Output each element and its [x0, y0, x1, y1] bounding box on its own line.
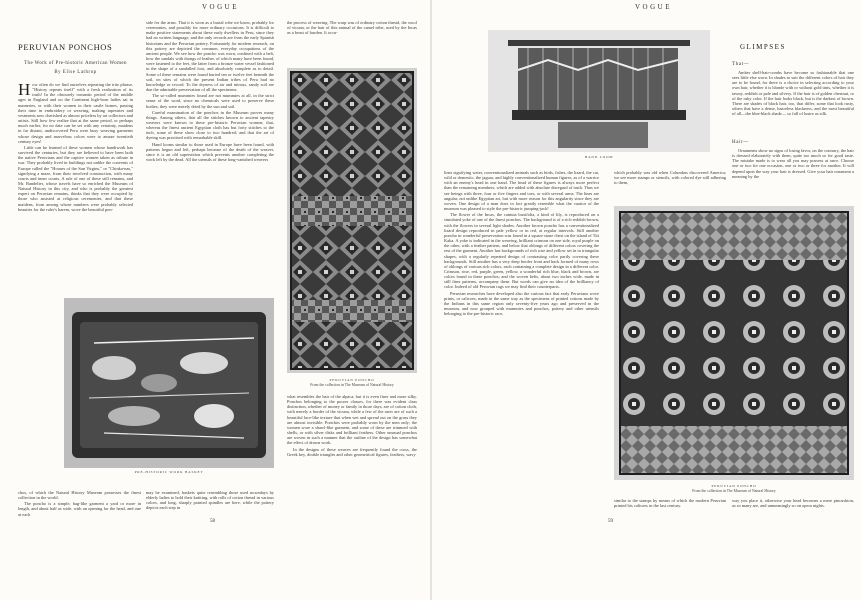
caption-credit: From the collection in The Museum of Natural History: [692, 489, 776, 493]
article-column-3-bottom: [287, 394, 417, 532]
article-paragraph: lines signifying water, conventionalized animals such as birds, fishes, the lizard, the cat, wild or domestic, the jaguar, and highly conventionalized human figures, as of a warrior with an enemy's head in one hand. The head of these figures is always more perfect than the remaining members, which are added with absolute disregard of truth. Thus we see beings with three, four or five fingers and toes, or with several arms. The lines are angular, not unlike Egyptian art, but with more reason for this angularity since they are woven. One design of a man does in fact greatly resemble what the curator of the museum was pleased to style the pre-historic jumping-jack!: [444, 170, 599, 212]
poncho-caption: [287, 378, 417, 388]
poncho-photo-2-image: [614, 206, 854, 480]
basket-photo: [64, 298, 274, 468]
poncho-photo: [287, 68, 417, 373]
article-column-2: [146, 20, 274, 310]
glimpses-hair-text: [732, 148, 854, 200]
article-paragraph: Hand looms similar to those used in Europe have been found, with patterns begun and left, perhaps because of the death of the weaver, since it is an old superstition which prevents another completing the work left by the dead. All the utensils of these long-vanished weavers: [146, 141, 274, 163]
article-title: PERUVIAN PONCHOS: [18, 42, 113, 52]
poncho-photo-image: [287, 68, 417, 373]
page-number: 58: [210, 519, 215, 524]
glimpses-title: GLIMPSES: [740, 43, 786, 51]
article-paragraph: which probably was old when Columbus discovered America; we see more stamps or stencils, with colored dye still adhering to them,: [614, 170, 726, 186]
article-column-right-2-bottom: [614, 498, 726, 532]
article-paragraph: the process of weaving. The warp was of ordinary cotton thread, the woof of vicuna, or the hair of this animal of the camel tribe, used by the Incas as a beast of burden. It occu-: [287, 20, 417, 36]
article-paragraph: The poncho is a simple, bag-like garment a yard or more in length, and about half as wide, with an opening for the head, and one at each: [18, 501, 141, 517]
running-header: VOGUE: [202, 3, 239, 11]
hair-heading: Hair—: [732, 140, 749, 145]
article-paragraph: In the designs of these weaves are frequently found the cross, the Greek key, double triangles and other geometrical figures, feathers, wavy: [287, 446, 417, 457]
article-column-3-top: [287, 20, 417, 56]
article-paragraph: Peruvian researches have developed also the curious fact that early Peruvians wove prints, or calicoes, made in the same way as the specimens of printed cottons made by the Indians in this same region only seventy-five years ago and preserved in the museum, and now grouped with mummies and ponchos, pottery and other utensils belonging to the pre-historic race,: [444, 290, 599, 317]
drop-cap: H: [18, 82, 31, 99]
right-page: [432, 0, 862, 600]
loom-caption: [488, 155, 710, 160]
article-column-1: [18, 82, 133, 306]
article-paragraph: Careful examination of the ponchos in the Museum proves many things. Among others, that all the stitches known to ancient tapestry weavers were known to these pre-historic Peruvian women; that, whereas the finest ancient Egyptian cloth has but forty stitches to the inch, some of these show close to two hundred; and that the art of dyeing was practised with remarkable skill.: [146, 109, 274, 141]
article-byline: By Elise Lathrop: [54, 70, 97, 75]
that-heading: That—: [732, 62, 750, 67]
article-paragraph: Ornaments show no signs of losing favor, on the contrary, the hair is dressed elaborately with them, quite too much so for good taste. The mistake made is to wear all you may possess at once. Choose one or two for one occasion, one or two or three for another. It will depend upon the way your hair is dressed. Give your hair ornament a meaning by the: [732, 148, 854, 179]
glimpses-that-text: [732, 70, 854, 132]
article-column-right-1: [444, 170, 599, 532]
article-paragraph: ow often do we find ourselves repeating the trite phrase, "History repeats itself" with a fresh realization of its truth! In the obscurely romantic period of the middle ages in England and on the Continent high-born ladies sat in nunneries, or with their women in their castle homes, passing their time in embroidery or weaving, making tapestries and vestments now cherished as almost priceless by art collectors and artists. Still how few realize that at the same period, or perhaps much earlier, for no date can be set with any certainty, maidens in far distant, undiscovered Peru were busy weaving garments whose design and marvelous colors were to amaze twentieth century eyes!: [18, 82, 133, 144]
caption-credit: From the collection in The Museum of Natural History: [310, 383, 394, 387]
loom-photo-image: [488, 30, 710, 152]
poncho-caption-2: [614, 484, 854, 494]
article-column-2-bottom: [146, 490, 274, 532]
poncho-photo-2: [614, 206, 854, 480]
article-paragraph: Amber shell-hair-combs have become so fashionable that one sees little else worn. In shades to suit the different colors of hair they are to be found, for there is a choice in selecting according to your own hair, whether it is blonde with or without gold tints, whether it is tawny, reddish or pale and silvery. If the hair is of golden chestnut, or of the ruby color. If the hair looks black, but is the darkest of brown. There are shades of black hair, too, that differ, some that look rusty, others that have a dense, lustreless blackness, and the most beautiful of all—the blue-black shade— so full of lustre as silk.: [732, 70, 854, 117]
running-header: VOGUE: [635, 3, 672, 11]
caption-title: HAND LOOM: [584, 155, 614, 159]
article-paragraph: The so-called mummies found are not mummies at all, in the strict sense of the word, since no chemicals were used to preserve these bodies; they were merely dried by the sun and soil.: [146, 93, 274, 109]
basket-caption: [64, 470, 274, 475]
caption-title: PERUVIAN PONCHO: [711, 484, 757, 488]
article-paragraph: side for the arms. That it is worn as a burial robe we know, probably for ceremonies, and possibly for more ordinary occasions. It is difficult to make positive statements about these early dwellers in Peru, since they had no written language, and the only records are from the early Spanish historians and the Peruvian pottery. Fortunately for modern research, on this pottery are depicted the common, everyday occupations of the ancient people. We see how the poncho was worn, confined with a belt, how the sandals with thongs of leather, of which many have been found, were fastened to the feet, the latter from a bronze water vessel fashioned in the shape of a sandalled foot, and absolutely complete as to detail. Some of these remains were found buried ten or twelve feet beneath the soil, on sites of which the present Indian tribes of Peru had no knowledge or record. To the dryness of air and nitrous, sandy soil are due the admirable preservation of all the specimens.: [146, 20, 274, 93]
caption-title: PRE-HISTORIC WORK BASKET: [134, 470, 204, 474]
basket-photo-image: [64, 298, 274, 468]
article-paragraph: chos, of which the Natural History Museum possesses the finest collection in the world.: [18, 490, 141, 501]
article-paragraph: what resembles the hair of the alpaca, but it is even finer and more silky. Ponchos belonging to the poorer classes, for there was evident class distinction, whether of money or family in those days, are of cotton cloth, with merely a border of the vicuna, while a few of the rarer are of such a beautiful lace-like texture that when wet and spread out on the grass they are almost invisible. Ponchos were probably worn by the men only; the women wore a shawl-like garment, and some of these are trimmed with shells, or with silver disks and brilliant feathers. Other unusual ponchos are woven in such a manner that the outline of the design has somewhat the effect of drawn work.: [287, 394, 417, 446]
article-paragraph: may be examined; baskets quite resembling those used nowadays by elderly ladies to hold their knitting, with rolls of cotton thread in various colors, and long, sharply pointed spindles are here, while the pottery depicts each step in: [146, 490, 274, 511]
glimpses-bottom-text: [732, 498, 854, 532]
page-number: 59: [608, 519, 613, 524]
article-column-right-2: [614, 170, 726, 200]
article-title-block: [18, 42, 133, 75]
loom-photo: [488, 30, 710, 152]
article-column-1-bottom: [18, 490, 141, 532]
article-paragraph: similar to the stamps by means of which the modern Peruvian printed his calicoes in the last century.: [614, 498, 726, 509]
article-subtitle: The Work of Pre-historic American Women: [24, 61, 127, 66]
caption-title: PERUVIAN PONCHO: [329, 378, 375, 382]
left-page: [0, 0, 430, 600]
article-paragraph: way you place it, otherwise your head becomes a mere pincushion, as so many are, and unmeaningly so on opera nights.: [732, 498, 854, 509]
article-paragraph: The flower of the Incas, the cantuta buxifolia, a kind of lily, is reproduced on a simulated yoke of one of the finest ponchos. The background is of a rich reddish brown, with the flowers in several light shades. Another brown poncho has a conventionalized lizard design reproduced in pale yellow or in red, at regular intervals. Still another poncho in wonderful preservation was found in a square stone chest on the island of Titi Kaka. A yoke is indicated in the weaving, brilliant crimson on one side, royal purple on the other, with a feather pattern, and below that oblongs of different colors covering the rest of the garment. Another has backgrounds of rich rose and yellow set in in triangular shapes, with a regularly repeated design of contrasting color partly covering these backgrounds. Still another has a very deep border front and back formed of many rows of oblongs of various rich colors, each containing a complete design in a different color. Crimson, rose, red, purple, green, yellow, a wonderful rich blue, black and brown, are colors found in these ponchos; and the woven belts, about two inches wide, made in still finer patterns, accompany them. But words can give no idea of the brilliancy of color. Indeed of old Peruvian rugs we may find their counterparts.: [444, 212, 599, 290]
article-paragraph: Little can be learned of these women whose handiwork has survived the centuries, but they are believed to have been both the native Peruvians and the captive women taken as tribute in war. They probably lived in buildings not unlike the convents of Europe called the "Houses of the Sun Virgins," or "Chinka-nas," signifying a maze, from their involved construction, with many courts and inner courts. A rule of one of these still remains, and Mr. Bandelier, whose travels have so enriched the Museum of Natural History in this city, and who is probably the greatest expert on Peruvian remains, thinks that they were occupied by those who assisted at religious ceremonies, and that these maidens, from among whose numbers were probably selected beauties for the ruler's harem, wove the beautiful pon-: [18, 144, 133, 212]
